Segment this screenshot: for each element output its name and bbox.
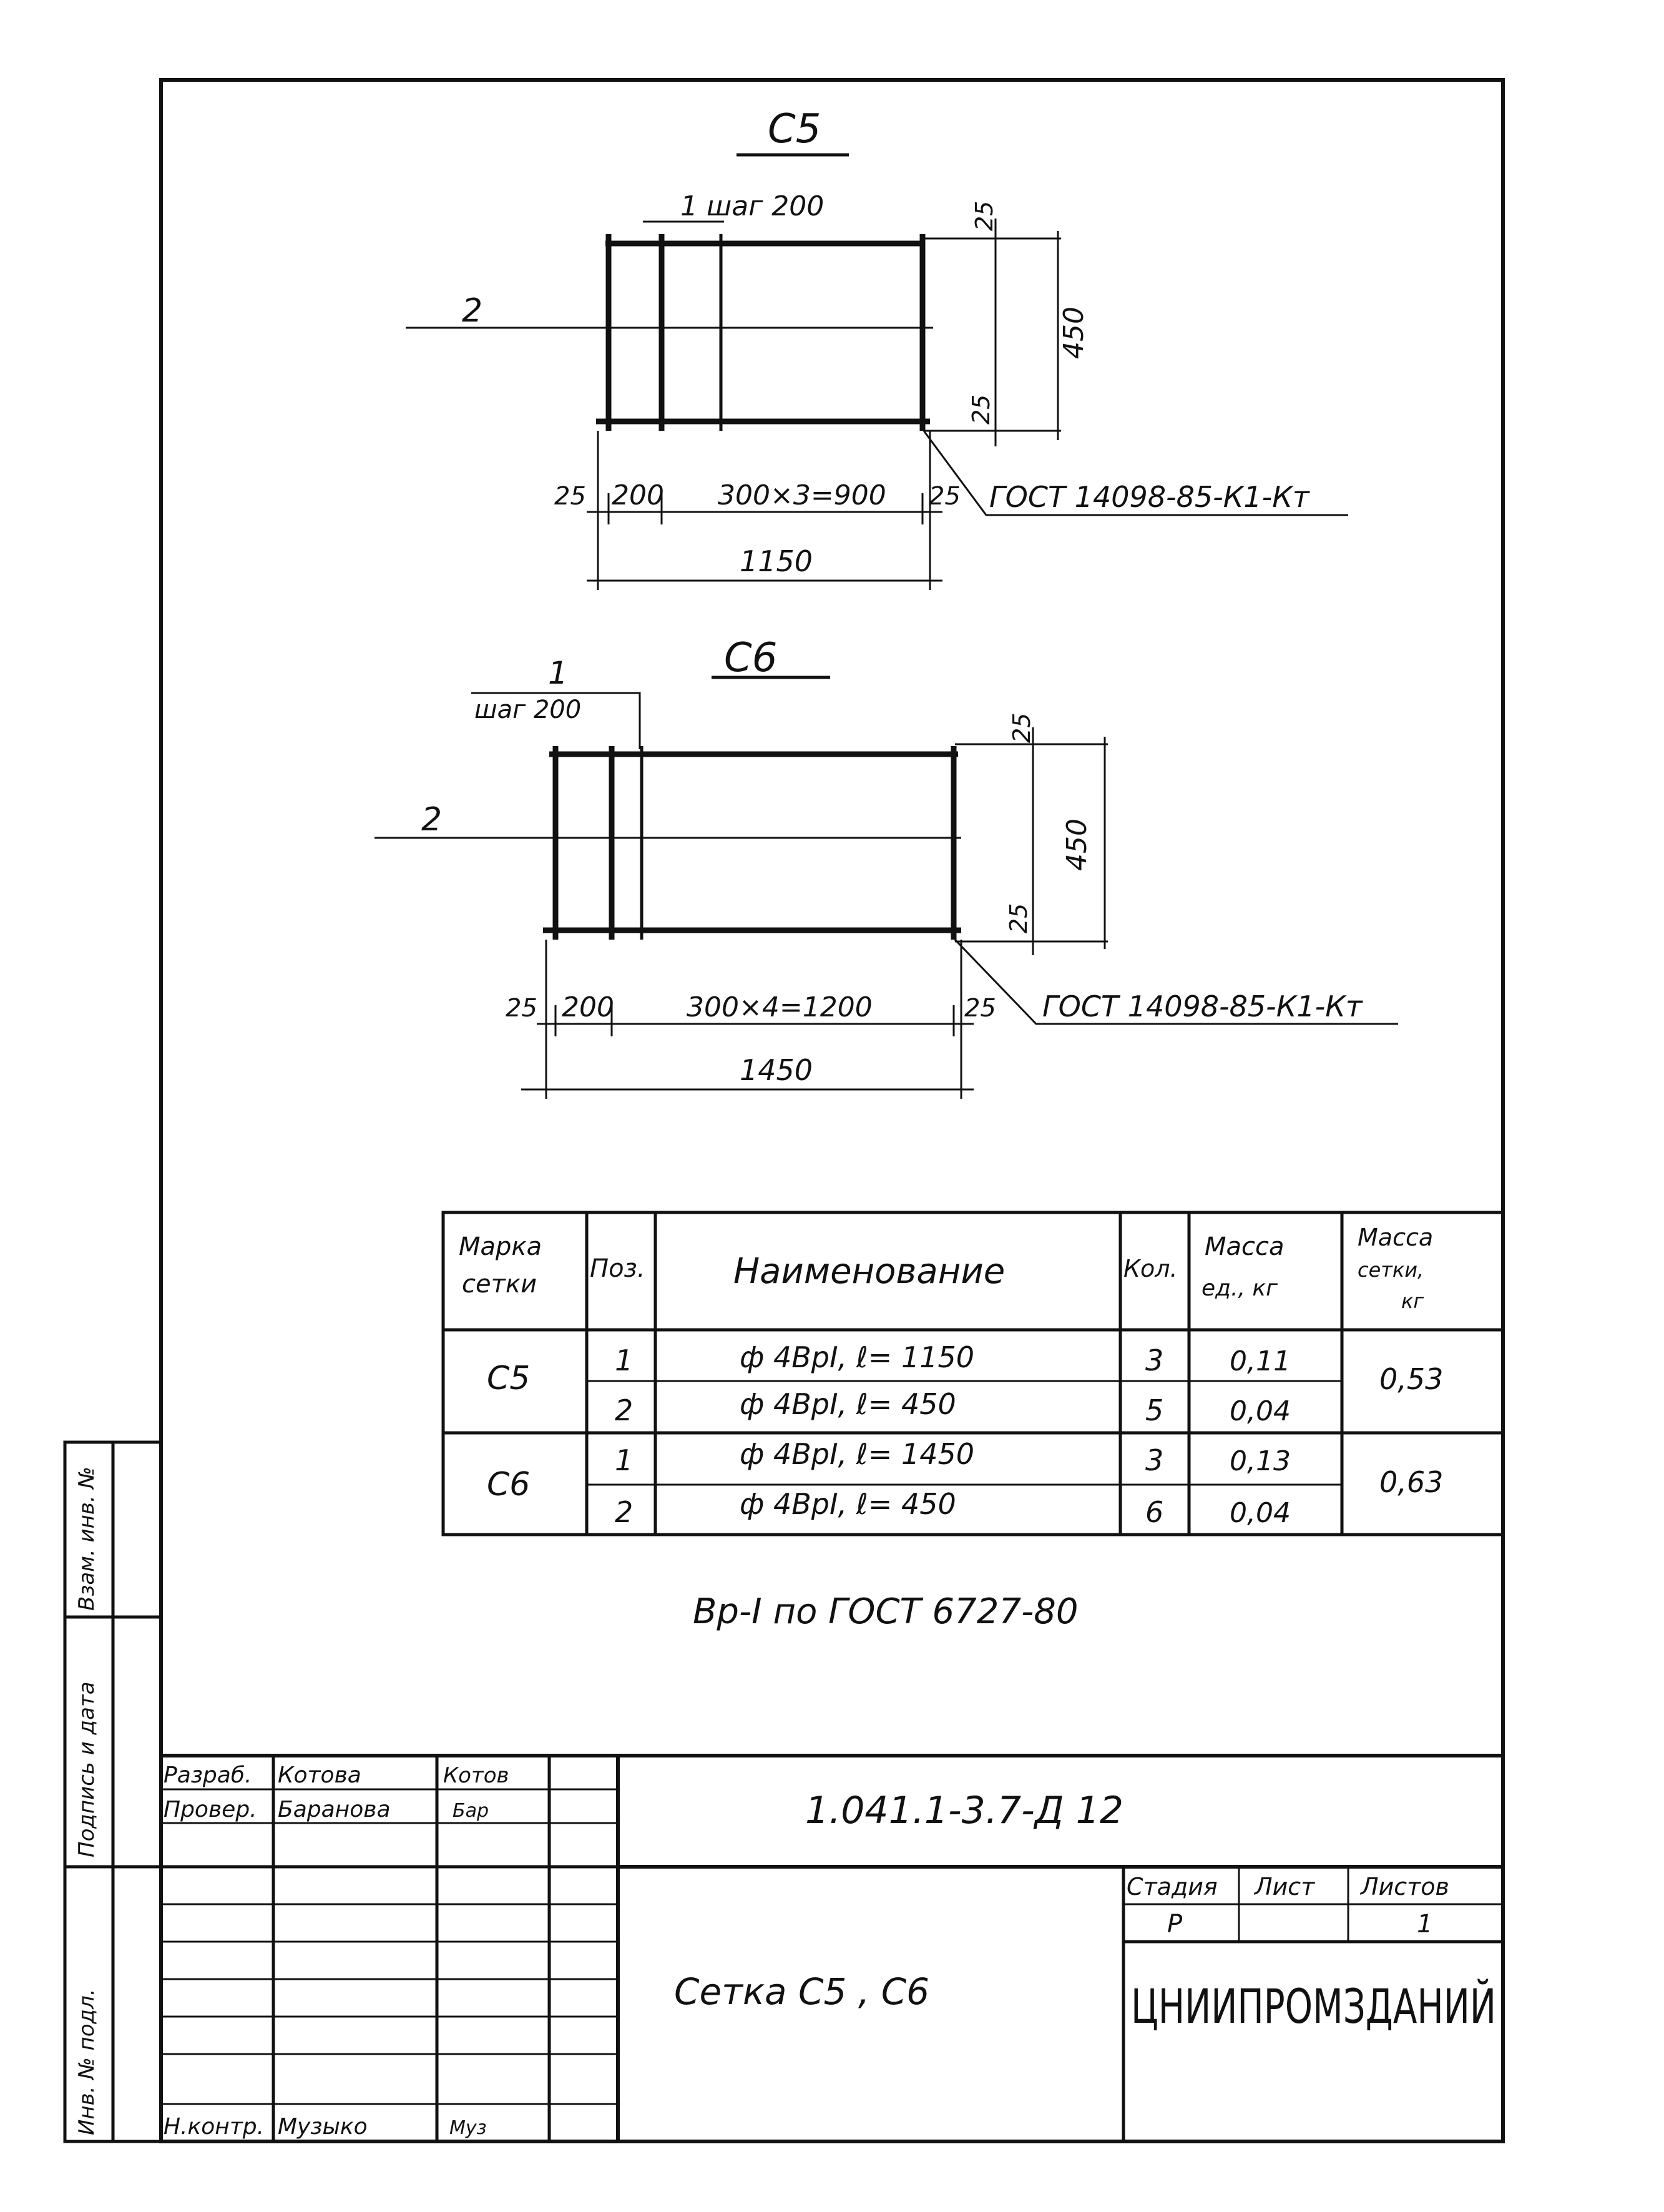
drawing-c5 <box>406 106 1348 590</box>
tb-name-checker: Баранова <box>278 1797 391 1822</box>
spec-table <box>443 1212 1503 1535</box>
spec-c6-row1-pos: 1 <box>615 1443 634 1477</box>
c5-mark-title: С5 <box>768 106 821 152</box>
tb-sheet-label: Лист <box>1255 1873 1315 1900</box>
spec-c6-row1-name: ф 4ВрI, ℓ= 1450 <box>740 1437 975 1471</box>
tb-sheets-label: Листов <box>1361 1873 1449 1900</box>
spec-c5-row2-name: ф 4ВрI, ℓ= 450 <box>740 1387 956 1421</box>
tb-name-norm-control: Музыко <box>278 2114 368 2140</box>
c6-dim-left-label: 25 <box>506 994 537 1023</box>
c6-dim-first-step-label: 200 <box>562 991 614 1023</box>
spec-c5-row2-qty: 5 <box>1145 1394 1164 1427</box>
c5-dim-steps-label: 300×3=900 <box>718 479 886 511</box>
spec-header-mesh-mass-line1: Масса <box>1358 1224 1434 1251</box>
spec-c5-row1-name: ф 4ВрI, ℓ= 1150 <box>740 1340 975 1374</box>
spec-c6-row2-pos: 2 <box>615 1495 634 1529</box>
spec-c6-mesh-mass: 0,63 <box>1379 1465 1444 1499</box>
drawing-c6 <box>374 635 1398 1099</box>
title-block <box>161 1756 1575 2141</box>
spec-header-mesh-mass-line3: кг <box>1401 1289 1424 1313</box>
tb-role-norm-control: Н.контр. <box>164 2114 265 2140</box>
stamp-vzam-label: Взам. инв. № <box>74 1467 99 1611</box>
spec-c5-row2-unit-mass: 0,04 <box>1230 1395 1291 1427</box>
spec-header-qty: Кол. <box>1123 1255 1178 1282</box>
c6-dim-right-label: 25 <box>964 994 996 1023</box>
spec-c6-row2-name: ф 4ВрI, ℓ= 450 <box>740 1487 956 1521</box>
c6-weld-note: ГОСТ 14098-85-К1-Кт <box>1042 990 1363 1023</box>
spec-c6-row2-qty: 6 <box>1145 1495 1164 1529</box>
tb-sheets-value: 1 <box>1417 1910 1433 1939</box>
spec-c6-row1-unit-mass: 0,13 <box>1230 1445 1291 1477</box>
spec-header-mark-line2: сетки <box>462 1270 537 1299</box>
c5-dim-top-label: 25 <box>971 200 998 231</box>
spec-header-unit-mass-line1: Масса <box>1205 1232 1285 1261</box>
tb-doc-code: 1.041.1-3.7-Д 12 <box>805 1789 1124 1832</box>
c5-dim-first-step-label: 200 <box>612 479 664 511</box>
c6-dim-height-label: 450 <box>1061 818 1093 871</box>
spec-header-unit-mass-line2: ед., кг <box>1202 1276 1278 1301</box>
c6-dim-total-label: 1450 <box>740 1053 813 1087</box>
c5-pos1-label: 1 шаг 200 <box>680 190 825 222</box>
c5-dim-right-label: 25 <box>929 482 961 511</box>
c5-dim-left-label: 25 <box>554 482 586 511</box>
spec-c6-row1-qty: 3 <box>1145 1443 1164 1477</box>
spec-header-pos: Поз. <box>590 1254 645 1283</box>
spec-c6-mark: С6 <box>487 1466 531 1503</box>
c6-dim-bottom-label: 25 <box>1005 903 1032 933</box>
c5-weld-note: ГОСТ 14098-85-К1-Кт <box>989 480 1309 514</box>
spec-c5-mesh-mass: 0,53 <box>1379 1362 1444 1396</box>
spec-header-mesh-mass-line2: сетки, <box>1358 1258 1424 1282</box>
c5-mesh <box>596 234 933 431</box>
spec-c5-row1-qty: 3 <box>1145 1344 1164 1377</box>
c6-mesh <box>543 746 961 940</box>
c6-step-label: шаг 200 <box>474 696 582 724</box>
c6-pos2-label: 2 <box>421 801 443 838</box>
material-note: Вр-I по ГОСТ 6727-80 <box>693 1591 1079 1632</box>
tb-organization: ЦНИИПРОМЗДАНИЙ <box>1131 1979 1575 2034</box>
tb-title: Сетка С5 , С6 <box>674 1970 930 2013</box>
tb-sign-developer: Котов <box>443 1763 509 1788</box>
c6-dim-steps-label: 300×4=1200 <box>687 991 873 1023</box>
tb-sign-checker: Бар <box>453 1800 489 1822</box>
spec-c5-mark: С5 <box>487 1360 531 1397</box>
c5-dim-bottom-label: 25 <box>967 394 995 425</box>
c5-pos2-label: 2 <box>462 292 483 330</box>
c5-dim-total-label: 1150 <box>740 544 813 578</box>
c6-mark-title: С6 <box>724 635 778 681</box>
c6-dim-top-label: 25 <box>1008 712 1035 743</box>
stamp-inv-podl-label: Инв. № подл. <box>74 1988 99 2135</box>
spec-header-name: Наименование <box>733 1251 1006 1292</box>
c6-pos1-label: 1 <box>548 655 568 691</box>
tb-stage-label: Стадия <box>1127 1873 1218 1900</box>
spec-c6-row2-unit-mass: 0,04 <box>1230 1497 1291 1529</box>
tb-role-developer: Разраб. <box>164 1762 252 1788</box>
side-stamp <box>65 1442 161 2141</box>
tb-role-checker: Провер. <box>164 1797 257 1822</box>
tb-sign-norm-control: Муз <box>449 2117 487 2139</box>
tb-stage-value: Р <box>1167 1910 1183 1939</box>
spec-header-mark-line1: Марка <box>459 1232 542 1261</box>
tb-name-developer: Котова <box>278 1762 361 1788</box>
spec-c5-row1-pos: 1 <box>615 1344 634 1377</box>
c5-dim-height-label: 450 <box>1058 307 1090 359</box>
stamp-podpis-label: Подпись и дата <box>74 1681 99 1857</box>
spec-c5-row2-pos: 2 <box>615 1394 634 1427</box>
spec-c5-row1-unit-mass: 0,11 <box>1230 1345 1291 1377</box>
